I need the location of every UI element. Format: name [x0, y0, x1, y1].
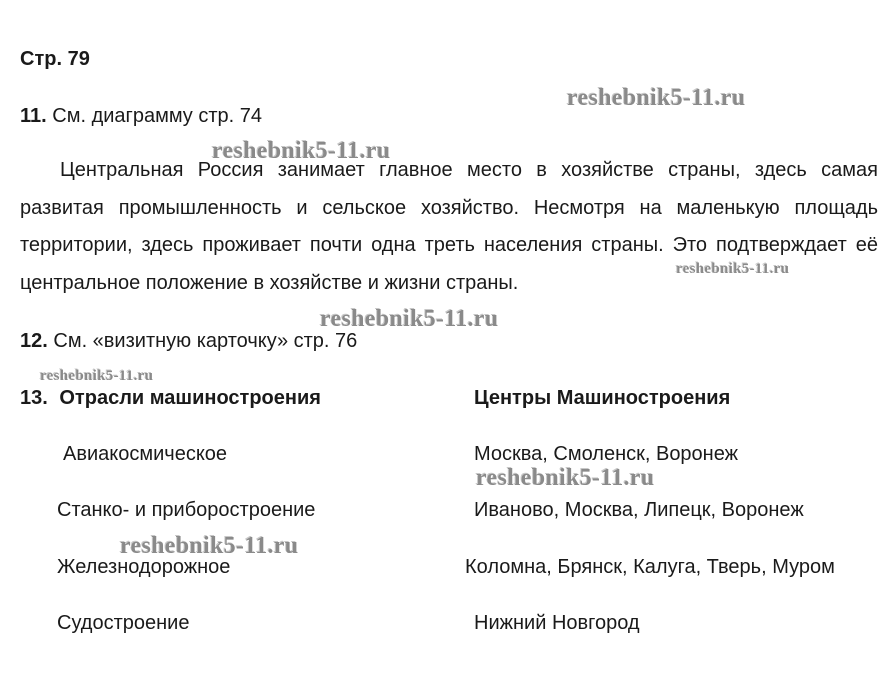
task-13-heading	[20, 386, 321, 410]
task-11-paragraph	[20, 152, 878, 302]
branch-cell: Авиакосмическое	[63, 443, 228, 465]
branch-cell: Железнодорожное	[57, 556, 231, 578]
centers-cell: Москва, Смоленск, Воронеж	[474, 443, 739, 465]
task-11-text: См. диаграмму стр. 74	[52, 105, 263, 127]
watermark: reshebnik5-11.ru	[476, 465, 655, 491]
centers-cell: Коломна, Брянск, Калуга, Тверь, Муром	[465, 556, 835, 578]
centers-cell: Иваново, Москва, Липецк, Воронеж	[474, 499, 804, 521]
watermark: reshebnik5-11.ru	[40, 368, 154, 384]
branch-cell: Судостроение	[57, 612, 190, 634]
task-11-paragraph-text: Центральная Россия занимает главное место в хозяйстве страны, здесь самая развитая промышленность и сельское хозяйство. Несмотря на маленькую площадь территории, здесь проживает почти одна треть населения страны. Это подтверждает её центральное положение в хозяйстве и жизни страны.	[20, 159, 878, 294]
task-11-heading	[20, 104, 262, 128]
watermark: reshebnik5-11.ru	[120, 533, 299, 559]
centers-cell: Нижний Новгород	[474, 612, 640, 634]
watermark: reshebnik5-11.ru	[676, 261, 790, 277]
task-11-number: 11.	[20, 105, 47, 127]
column-header-branches: Отрасли машиностроения	[59, 387, 321, 409]
watermark: reshebnik5-11.ru	[567, 85, 746, 111]
task-12-heading	[20, 329, 357, 353]
task-13-number: 13.	[20, 387, 48, 409]
task-12-number: 12.	[20, 330, 48, 352]
page-label: Стр. 79	[20, 48, 90, 70]
watermark: reshebnik5-11.ru	[320, 306, 499, 332]
task-12-text: См. «визитную карточку» стр. 76	[53, 330, 358, 352]
branch-cell: Станко- и приборостроение	[57, 499, 316, 521]
column-header-centers: Центры Машиностроения	[474, 387, 731, 409]
watermark: reshebnik5-11.ru	[212, 138, 391, 164]
